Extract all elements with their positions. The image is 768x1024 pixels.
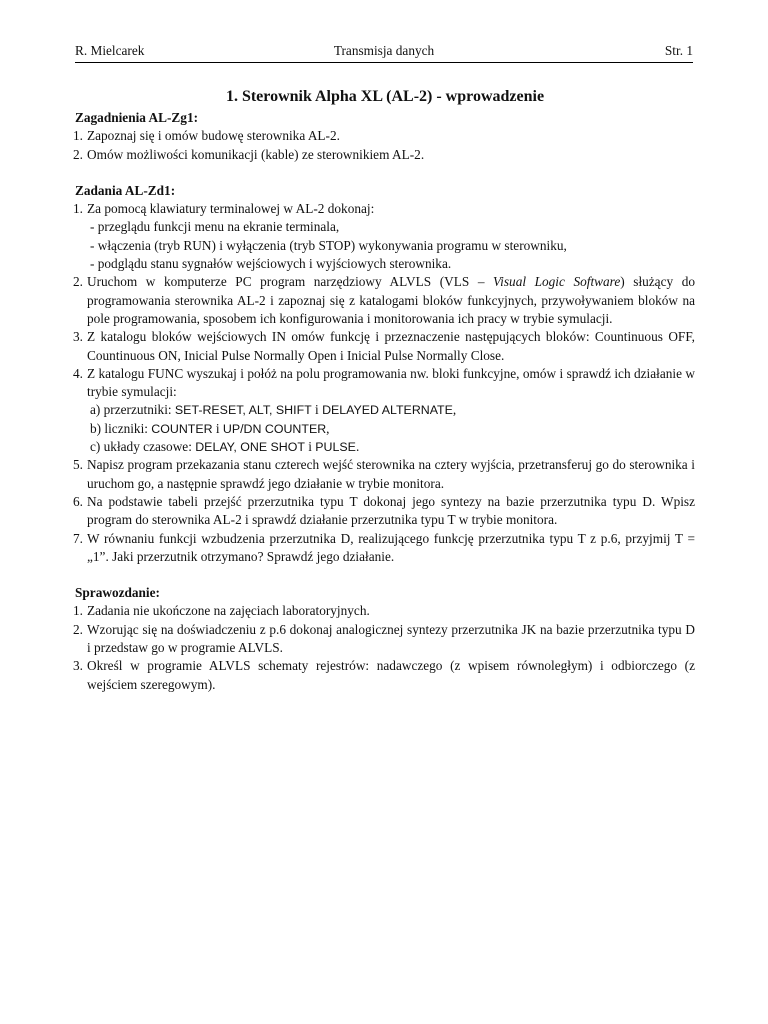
document-body: [75, 87, 695, 694]
list-item: 2. Uruchom w komputerze PC program narzędziowy ALVLS (VLS – Visual Logic Software) służący do programowania sterownika AL-2 i zapoznaj się z katalogami bloków funkcyjnych, przywoływaniem bloków na pole programowania, sposobem ich konfigurowania i monitorowania ich pracy w trybie symulacji.: [73, 274, 696, 326]
list-item: 2. Wzorując się na doświadczeniu z p.6 dokonaj analogicznej syntezy przerzutnika JK na bazie przerzutnika typu D i przedstaw go w programie ALVLS.: [73, 621, 695, 656]
sprawozdanie-heading: Sprawozdanie:: [75, 585, 160, 601]
list-item: 1. Za pomocą klawiatury terminalowej w AL-2 dokonaj: - przeglądu funkcji menu na ekranie terminala, - włączenia (tryb RUN) i wyłączenia (tryb STOP) wykonywania programu w sterowniku, - podglądu stanu sygnałów wejściowych i wyjściowych sterownika.: [73, 201, 567, 272]
list-item: 1. Zapoznaj się i omów budowę sterownika AL-2.: [73, 128, 340, 144]
list-item: 5. Napisz program przekazania stanu czterech wejść sterownika na cztery wyjścia, przetransferuj go do sterownika i uruchom go, a następnie sprawdź jego działanie w trybie monitora.: [73, 457, 695, 491]
list-item: 6. Na podstawie tabeli przejść przerzutnika typu T dokonaj jego syntezy na bazie przerzutnika typu D. Wpisz program do sterownika AL-2 i sprawdź działanie przerzutnika typu T w trybie monitora.: [73, 493, 695, 528]
zagadnienia-heading: Zagadnienia AL-Zg1:: [75, 110, 199, 125]
header-course: Transmisja danych: [333, 43, 435, 58]
list-item: 2. Omów możliwości komunikacji (kable) ze sterownikiem AL-2.: [73, 146, 425, 162]
list-item: 3. Określ w programie ALVLS schematy rejestrów: nadawczego (z wpisem równoległym) i odbiorczego (z wejściem szeregowym).: [73, 658, 695, 692]
sprawozdanie-list: [75, 602, 695, 693]
document-title: 1. Sterownik Alpha XL (AL-2) - wprowadzenie: [225, 88, 545, 105]
header-page-number: Str. 1: [664, 43, 693, 58]
zadania-list: [75, 200, 695, 566]
list-item: 4. Z katalogu FUNC wyszukaj i połóż na polu programowania nw. bloki funkcyjne, omów i sprawdź ich działanie w trybie symulacji: a) przerzutniki: SET-RESET, ALT, SHIFT i DELAYED ALTERNATE, b) liczniki: COUNTER i UP/DN COUNTER, c) układy czasowe: DELAY, ONE SHOT i PULSE.: [73, 365, 695, 455]
zagadnienia-list: [75, 127, 695, 164]
page-header: [75, 43, 693, 63]
list-item: 7. W równaniu funkcji wzbudzenia przerzutnika D, realizującego funkcję przerzutnika typu T z p.6, przyjmij T = „1”. Jaki przerzutnik otrzymano? Sprawdź jego działanie.: [73, 530, 695, 564]
zadania-heading: Zadania AL-Zd1:: [75, 182, 176, 198]
list-item: 3. Z katalogu bloków wejściowych IN omów funkcję i przeznaczenie następujących bloków: Countinuous OFF, Countinuous ON, Inicial Pulse Normally Open i Inicial Pulse Normally Close.: [73, 329, 695, 363]
list-item: 1. Zadania nie ukończone na zajęciach laboratoryjnych.: [73, 603, 370, 619]
header-author: R. Mielcarek: [75, 43, 145, 58]
